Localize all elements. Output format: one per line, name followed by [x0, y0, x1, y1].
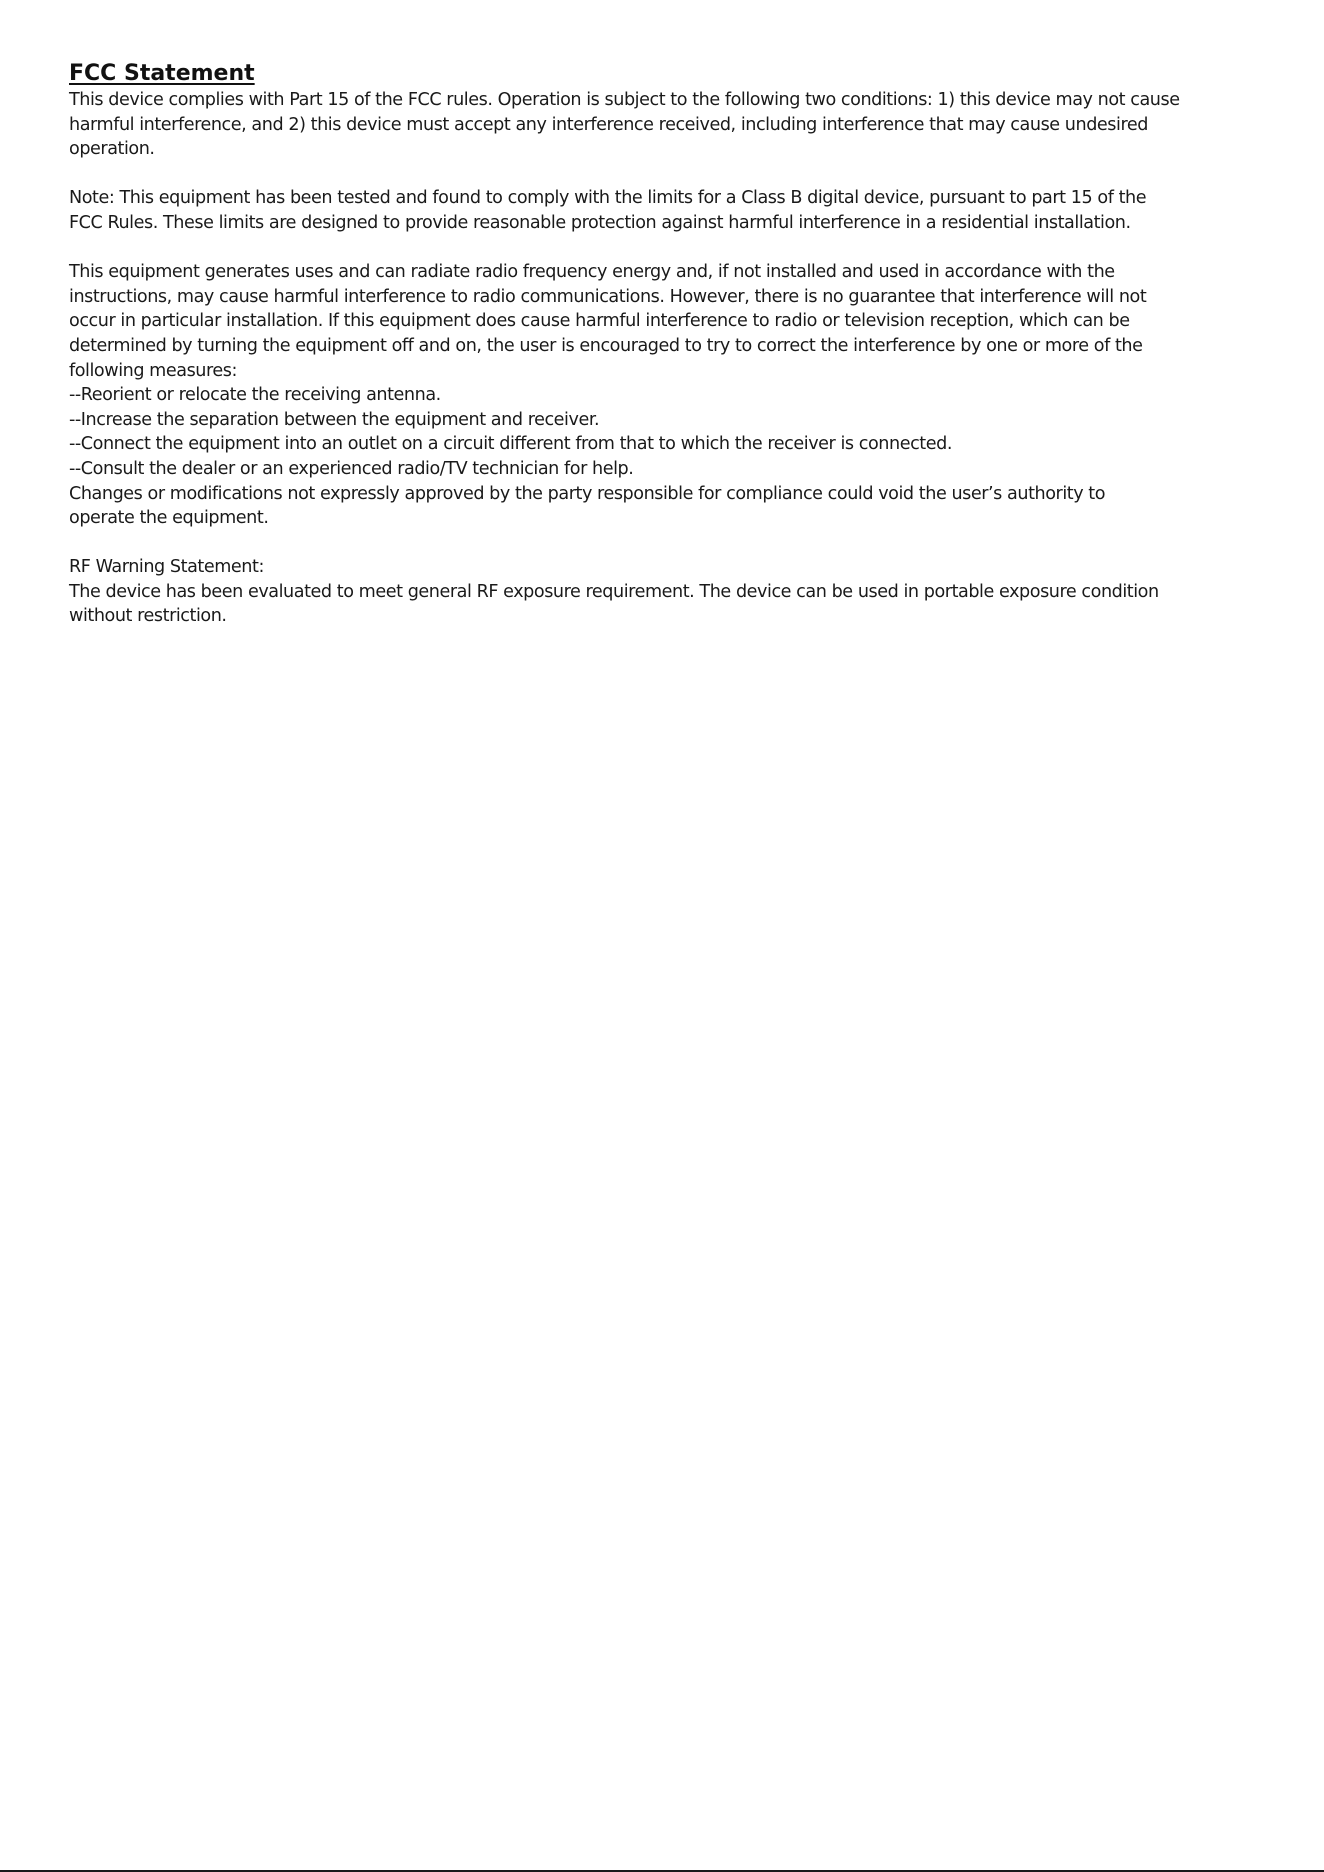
compliance-line: This device complies with Part 15 of the FCC rules. Operation is subject to the following two conditions: 1) this device may not cause: [69, 90, 1180, 110]
changes-line: Changes or modifications not expressly approved by the party responsible for compliance could void the user’s authority to: [69, 483, 1106, 504]
compliance-line: operation.: [69, 139, 155, 160]
rf-paragraph: [69, 555, 1269, 629]
measure-item: --Reorient or relocate the receiving antenna.: [69, 385, 441, 406]
equipment-line: This equipment generates uses and can radiate radio frequency energy and, if not installed and used in accordance with the: [69, 262, 1115, 283]
note-line: Note: This equipment has been tested and found to comply with the limits for a Class B digital device, pursuant to part 15 of the: [69, 188, 1147, 209]
equipment-line: instructions, may cause harmful interference to radio communications. However, there is no guarantee that interference will not: [69, 286, 1147, 307]
compliance-paragraph: [69, 88, 1269, 162]
measure-item: --Consult the dealer or an experienced radio/TV technician for help.: [69, 458, 634, 479]
paragraph-spacer: [69, 531, 1269, 556]
measure-item: --Increase the separation between the equipment and receiver.: [69, 409, 600, 430]
equipment-paragraph: [69, 260, 1269, 531]
compliance-line: harmful interference, and 2) this device must accept any interference received, including interference that may cause undesired: [69, 114, 1148, 135]
rf-line: without restriction.: [69, 606, 227, 627]
note-line: FCC Rules. These limits are designed to provide reasonable protection against harmful interference in a residential installation.: [69, 212, 1131, 233]
note-paragraph: [69, 186, 1269, 235]
changes-line: operate the equipment.: [69, 508, 269, 529]
document-body: [69, 60, 1269, 629]
paragraph-spacer: [69, 236, 1269, 261]
equipment-line: occur in particular installation. If this equipment does cause harmful interference to radio or television reception, which can be: [69, 311, 1130, 332]
equipment-line: following measures:: [69, 360, 237, 381]
page-title: FCC Statement: [69, 61, 255, 86]
rf-heading: RF Warning Statement:: [69, 557, 264, 578]
rf-line: The device has been evaluated to meet general RF exposure requirement. The device can be used in portable exposure condition: [69, 581, 1159, 602]
paragraph-spacer: [69, 162, 1269, 187]
equipment-line: determined by turning the equipment off and on, the user is encouraged to try to correct the interference by one or more of the: [69, 335, 1143, 356]
measure-item: --Connect the equipment into an outlet on a circuit different from that to which the receiver is connected.: [69, 434, 952, 455]
